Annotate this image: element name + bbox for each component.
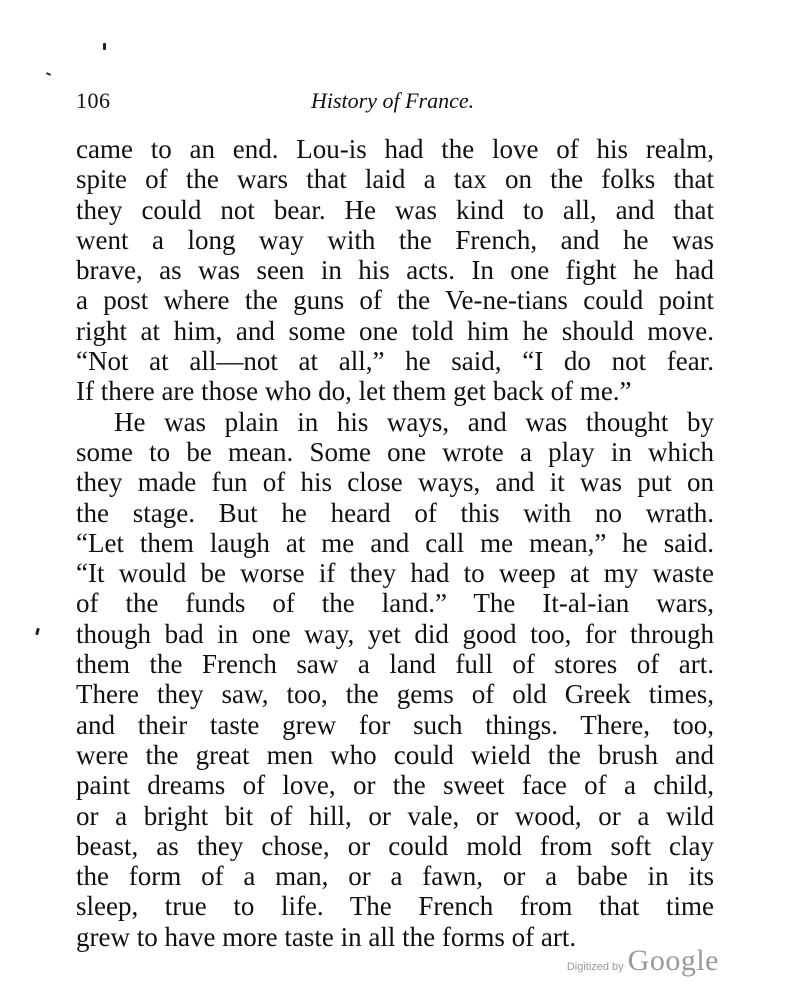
text-line: “Not at all—not at all,” he said, “I do not fear.: [76, 346, 714, 377]
page-number: 106: [76, 88, 111, 113]
text-line: and their taste grew for such things. There, too,: [76, 709, 714, 740]
text-line: right at him, and some one told him he should move.: [76, 315, 714, 346]
text-line: grew to have more taste in all the forms of art.: [76, 921, 577, 952]
text-line: He was plain in his ways, and was thought by: [114, 406, 714, 437]
text-line: “It would be worse if they had to weep at my waste: [76, 558, 714, 589]
watermark-prefix: Digitized by: [566, 961, 624, 973]
text-line: or a bright bit of hill, or vale, or wood, or a wild: [76, 800, 714, 831]
text-line: brave, as was seen in his acts. In one fight he had: [76, 255, 714, 286]
text-line: were the great men who could wield the brush and: [76, 739, 714, 770]
text-line: they made fun of his close ways, and it was put on: [76, 467, 714, 498]
text-line: though bad in one way, yet did good too, for through: [76, 618, 714, 649]
page-header: [76, 88, 716, 118]
text-line: spite of the wars that laid a tax on the folks that: [76, 164, 714, 195]
text-line: a post where the guns of the Ve-ne-tians could point: [76, 285, 714, 316]
running-title: History of France.: [311, 88, 475, 113]
text-line: went a long way with the French, and he was: [76, 224, 714, 255]
ink-speck: [35, 628, 40, 636]
ink-speck: [46, 72, 51, 76]
ink-speck: [103, 43, 106, 50]
text-line: There they saw, too, the gems of old Greek times,: [76, 679, 714, 710]
text-line: came to an end. Lou-is had the love of his realm,: [76, 134, 714, 164]
digitized-watermark: [567, 944, 719, 978]
text-line: of the funds of the land.” The It-al-ian wars,: [76, 588, 714, 619]
text-line: the stage. But he heard of this with no wrath.: [76, 497, 714, 528]
text-line: the form of a man, or a fawn, or a babe in its: [76, 861, 714, 892]
text-line: them the French saw a land full of stores of art.: [76, 649, 714, 680]
google-logo: Google: [627, 944, 719, 977]
text-line: sleep, true to life. The French from that time: [76, 891, 714, 922]
text-line: beast, as they chose, or could mold from soft clay: [76, 830, 714, 861]
text-line: “Let them laugh at me and call me mean,” he said.: [76, 527, 714, 558]
text-line: If there are those who do, let them get back of me.”: [76, 376, 632, 407]
text-line: paint dreams of love, or the sweet face of a child,: [76, 770, 714, 801]
text-line: they could not bear. He was kind to all, and that: [76, 194, 714, 225]
body-text: [76, 134, 714, 952]
text-line: some to be mean. Some one wrote a play in which: [76, 436, 714, 467]
